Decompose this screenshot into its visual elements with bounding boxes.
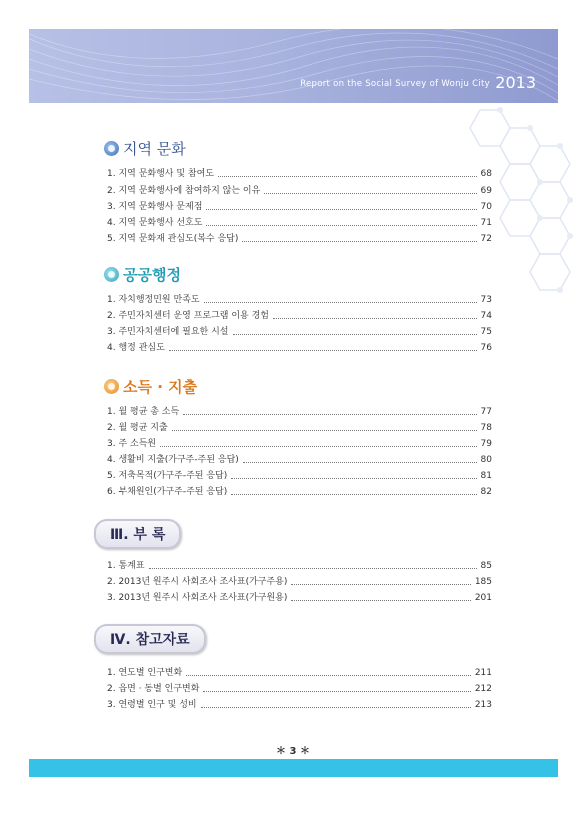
toc-label: 2. 주민자치센터 운영 프로그램 이용 경험 bbox=[107, 311, 269, 321]
dot-leader bbox=[201, 707, 471, 708]
toc-label: 6. 부채원인(가구주-주된 응답) bbox=[107, 487, 228, 497]
circle-bullet-icon bbox=[104, 267, 119, 282]
toc-label: 3. 주민자치센터에 필요한 시설 bbox=[107, 327, 229, 337]
toc-entry[interactable] bbox=[107, 697, 492, 710]
toc-entry[interactable] bbox=[107, 215, 492, 228]
toc-page: 69 bbox=[480, 186, 492, 196]
toc-page: 85 bbox=[480, 561, 492, 571]
toc-label: 1. 자치행정민원 만족도 bbox=[107, 295, 200, 305]
toc-page: 185 bbox=[474, 577, 492, 587]
dot-leader bbox=[291, 584, 470, 585]
toc-entry[interactable] bbox=[107, 484, 492, 497]
toc-entry[interactable] bbox=[107, 452, 492, 465]
toc-page: 70 bbox=[480, 202, 492, 212]
toc-entry[interactable] bbox=[107, 292, 492, 305]
toc-entry[interactable] bbox=[107, 468, 492, 481]
toc-entry[interactable] bbox=[107, 183, 492, 196]
toc-page: 73 bbox=[480, 295, 492, 305]
toc-label: 5. 저축목적(가구주-주된 응답) bbox=[107, 471, 228, 481]
toc-label: 5. 지역 문화재 관심도(복수 응답) bbox=[107, 234, 239, 244]
section-title: 공공행정 bbox=[123, 266, 181, 284]
toc-page: 213 bbox=[474, 700, 492, 710]
circle-bullet-icon bbox=[104, 141, 119, 156]
toc-page: 212 bbox=[474, 684, 492, 694]
toc-entry[interactable] bbox=[107, 665, 492, 678]
toc-entry[interactable] bbox=[107, 231, 492, 244]
dot-leader bbox=[291, 600, 470, 601]
bottom-color-bar bbox=[29, 759, 558, 777]
toc-page: 201 bbox=[474, 593, 492, 603]
toc-page: 72 bbox=[480, 234, 492, 244]
toc-label: 4. 행정 관심도 bbox=[107, 343, 165, 353]
toc-label: 4. 생활비 지출(가구주-주된 응답) bbox=[107, 455, 239, 465]
section-heading-income bbox=[104, 376, 197, 397]
toc-label: 1. 지역 문화행사 및 참여도 bbox=[107, 169, 214, 179]
toc-label: 3. 주 소득원 bbox=[107, 439, 157, 449]
toc-label: 2. 2013년 원주시 사회조사 조사표(가구주용) bbox=[107, 577, 288, 587]
toc-page: 80 bbox=[480, 455, 492, 465]
toc-page: 68 bbox=[480, 169, 492, 179]
report-year: 2013 bbox=[495, 73, 536, 92]
toc-label: 3. 연령별 인구 및 성비 bbox=[107, 700, 197, 710]
dot-leader bbox=[231, 494, 476, 495]
page-number: ＊ 3 ＊ bbox=[276, 746, 310, 757]
dot-leader bbox=[242, 241, 476, 242]
section-heading-culture bbox=[104, 138, 186, 159]
toc-page: 211 bbox=[474, 668, 492, 678]
toc-entry[interactable] bbox=[107, 590, 492, 603]
toc-entry[interactable] bbox=[107, 308, 492, 321]
section-title: 소득 · 지출 bbox=[123, 378, 198, 396]
banner-wave-pattern bbox=[29, 29, 558, 103]
toc-entry[interactable] bbox=[107, 404, 492, 417]
circle-bullet-icon bbox=[104, 379, 119, 394]
section-title: 지역 문화 bbox=[123, 140, 186, 158]
dot-leader bbox=[183, 414, 476, 415]
toc-label: 2. 읍면 · 동별 인구변화 bbox=[107, 684, 200, 694]
toc-page: 81 bbox=[480, 471, 492, 481]
header-banner bbox=[29, 29, 558, 103]
part-heading-appendix: Ⅲ. 부 록 bbox=[94, 519, 181, 549]
toc-page: 71 bbox=[480, 218, 492, 228]
toc-label: 2. 지역 문화행사에 참여하지 않는 이유 bbox=[107, 186, 261, 196]
toc-page: 77 bbox=[480, 407, 492, 417]
toc-page: 76 bbox=[480, 343, 492, 353]
toc-entry[interactable] bbox=[107, 340, 492, 353]
toc-page: 75 bbox=[480, 327, 492, 337]
toc-label: 1. 통계표 bbox=[107, 561, 145, 571]
dot-leader bbox=[204, 302, 477, 303]
dot-leader bbox=[233, 334, 477, 335]
dot-leader bbox=[186, 675, 471, 676]
dot-leader bbox=[243, 462, 477, 463]
report-title: Report on the Social Survey of Wonju City bbox=[300, 79, 490, 89]
part-heading-references: Ⅳ. 참고자료 bbox=[94, 624, 206, 654]
dot-leader bbox=[172, 430, 477, 431]
dot-leader bbox=[273, 318, 477, 319]
dot-leader bbox=[160, 446, 476, 447]
toc-page: 78 bbox=[480, 423, 492, 433]
toc-label: 2. 월 평균 지출 bbox=[107, 423, 168, 433]
toc-entry[interactable] bbox=[107, 199, 492, 212]
section-heading-administration bbox=[104, 264, 181, 285]
toc-label: 4. 지역 문화행사 선호도 bbox=[107, 218, 203, 228]
toc-entry[interactable] bbox=[107, 420, 492, 433]
dot-leader bbox=[206, 209, 476, 210]
dot-leader bbox=[203, 691, 470, 692]
toc-entry[interactable] bbox=[107, 324, 492, 337]
toc-entry[interactable] bbox=[107, 166, 492, 179]
toc-page: 79 bbox=[480, 439, 492, 449]
dot-leader bbox=[264, 193, 476, 194]
toc-label: 1. 연도별 인구변화 bbox=[107, 668, 183, 678]
toc-entry[interactable] bbox=[107, 436, 492, 449]
toc-page: 74 bbox=[480, 311, 492, 321]
dot-leader bbox=[218, 176, 477, 177]
toc-label: 3. 지역 문화행사 문제점 bbox=[107, 202, 203, 212]
toc-label: 3. 2013년 원주시 사회조사 조사표(가구원용) bbox=[107, 593, 288, 603]
toc-entry[interactable] bbox=[107, 574, 492, 587]
dot-leader bbox=[231, 478, 476, 479]
toc-label: 1. 월 평균 총 소득 bbox=[107, 407, 180, 417]
dot-leader bbox=[149, 568, 477, 569]
dot-leader bbox=[206, 225, 476, 226]
toc-page: 82 bbox=[480, 487, 492, 497]
toc-entry[interactable] bbox=[107, 681, 492, 694]
dot-leader bbox=[169, 350, 477, 351]
toc-entry[interactable] bbox=[107, 558, 492, 571]
